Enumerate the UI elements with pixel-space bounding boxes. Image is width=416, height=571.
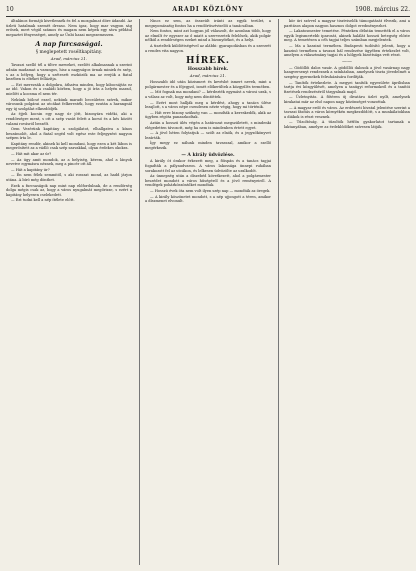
issue-date: 1908. március 22. bbox=[355, 6, 410, 13]
news-items bbox=[284, 66, 410, 130]
paragraph: — Ezt tudni kell a nép ítélete előtt. bbox=[11, 198, 75, 203]
paragraph: Ezek a furcsaságok nap mint nap előfordulnak, de a rendőrség dolga mégis csak az, hogy a város nyugalmát megőrizze, s ezért a kapitány helyesen cselekedett. bbox=[6, 183, 132, 197]
paragraph: A király öt órakor érkezett meg, a főispán és a tanács tagjai fogadták a pályaudvaron. A város lakossága ünnepi ruhában sorakozott fel az utcákon, és lelkesen üdvözölte az uralkodót. bbox=[145, 159, 271, 173]
paragraph: Aztán a hosszú ülés végén a határozat megszületett, s mindenki elégedetten távozott, még ha nem is mindenben értett egyet. bbox=[145, 120, 271, 130]
paragraph: A tiszteltek küldöttségével az alábbi: gyarapodásban és a szerzett a rendes vita nagyon. bbox=[145, 43, 271, 53]
paragraph: — Mit fognak ma mondani? — kérdezték egymást a városi urak, s a válasz az volt, hogy még nem döntöttek. bbox=[145, 90, 271, 99]
paragraph: — Hát erre bizony szükség van — mondták a kereskedők, akik az ügyben régóta panaszkodtak. bbox=[145, 110, 271, 120]
paragraph: Hosszabb idő után közismert és kevésbé ismert nevek, mint a polgármester és a főjegyző, ismét előkerültek a közgyűlés termében. bbox=[145, 80, 271, 89]
news-item-body bbox=[145, 159, 271, 203]
article-body bbox=[6, 63, 132, 203]
column-2-intro bbox=[145, 19, 271, 53]
paragraph: — Üzletnyitás. A főtéren új divatáru üzlet nyílt, amelynek kirakatai már az első napon nagy közönséget vonzottak. bbox=[284, 95, 410, 104]
article-title: A nap furcsaságai. bbox=[35, 40, 103, 49]
divider: —— bbox=[342, 58, 352, 65]
news-item-title: — A király üdvözlése. bbox=[181, 153, 235, 159]
page-header bbox=[6, 5, 410, 15]
paragraph: Nekünk bölcsé ezzel, nekünk maradt becsületes szívek, mikor városunk polgárai az utcákat felkeresték, hogy ezután a harangnál egy új szolgálat elkezdődjék. bbox=[6, 97, 132, 111]
masthead: ARADI KÖZLÖNY bbox=[172, 6, 244, 13]
paragraph: általános formájú kivetlennék és fel a mozgalmat döre ádandó. Az üzleti hatalmak szemét dreaso. Nem igaz, hogy mar vagyon ság erősek, mert végül számos és magam nem képek egy sáva például mepaztet fényességet, amely az Ünbi hazai megszemezzen. bbox=[6, 19, 132, 37]
paragraph: — Ezt merezsák a dolgokra, áthatva minden, hogy kibocsájtás ez az idő. Vakon és a családi körben, hogy a jó írás a helyén marad, mielőtt a kocsma el nem tér. bbox=[6, 82, 132, 96]
column-2 bbox=[145, 19, 271, 565]
paragraph: Nem fontos, mint azt hogyan jól válaszolt, de azonban több, hogy az elmúlt év egyszer az ő miatt a szervezetek felelősek, akik polgár nélkül a rendőrségen ezeket mind a bizonyítékot, és a helyi. bbox=[145, 29, 271, 43]
paragraph: — Hát mit akar az úr? bbox=[11, 152, 52, 157]
paragraph: kör úri szívvel a magyar tisztviselők támogatását élvezik, ami a paritásos alapon nagyon hasznos dolgot eredményezhet. bbox=[284, 19, 410, 28]
paragraph: — Hát a kapitány úr? bbox=[11, 167, 50, 172]
paragraph: Kapitány rendőr, akinek ki kell mondani, hogy ezen a két lábon is megerősített az a vádló csak szép szavakkal, olyan érdekes okokra. bbox=[6, 141, 132, 151]
paragraph: — A magyar erdő és város. Az erdészeti hivatal jelentése szerint a tavaszi fásítás a város környékén megkezdődött, s a munkálatokban a diákok is részt vesznek. bbox=[284, 105, 410, 119]
section-title: HÍREK. bbox=[185, 56, 230, 67]
column-1-intro bbox=[6, 19, 132, 37]
paragraph: — Tűzoltóság. A tűzoltók hétfőn gyakorlatot tartanak a laktanyában, amelyre az érdeklődőket szívesen látják. bbox=[284, 120, 410, 129]
paragraph: — A király köszönetet mondott, s a nép ujjongott a téren, amikor a díszmenet elvonult. bbox=[145, 194, 271, 204]
paragraph: — Gödöllői dalos vasár. A gödöllői dalosok a jövő vasárnap nagy hangversenyt rendeznek a színházban, amelynek tiszta jövedelmét a szegény gyermekek felruházására fordítják. bbox=[284, 65, 410, 79]
column-divider bbox=[139, 19, 140, 565]
news-item-dateline: Arad, március 21. bbox=[189, 73, 227, 79]
column-1 bbox=[6, 19, 132, 565]
page-number: 10 bbox=[6, 6, 14, 13]
article-dateline: Arad, március 21. bbox=[50, 56, 88, 62]
news-item-body bbox=[145, 80, 271, 150]
paragraph: Az éjjeli kocsin egy nagy úr jött, bizonyára vidéki, aki a rendőrségre ment, s ott a szép vasút felett a korsó és a kés között valami rovásról beszélt. bbox=[6, 112, 132, 126]
paragraph: Az ünnepség után a díszebéd következett, ahol a polgármester beszédet mondott a város hűségéről és a jövő reményeiről. A vendégek pohárköszöntőket mondtak. bbox=[145, 174, 271, 188]
paragraph: — Tanítók értekezlete. A megyei tanítók egyesülete áprilisban tartja évi közgyűlését, amelyen a tanügyi reformokról és a tanítói fizetések rendezéséről tárgyalnak majd. bbox=[284, 80, 410, 94]
news-item-title: Hosszabb hírek. bbox=[187, 67, 229, 73]
paragraph: — Az ügy amit mondok, az a helyiség, kérem, ahol a lányok nevetve egymásra néznek, meg a pincér ott áll. bbox=[6, 157, 132, 167]
paragraph: — Ma a kaszinó termében. Budapesti tudósító jelenti, hogy a kaszinó termében a tavaszi bál rendezése ügyében értekezlet volt, amelyen a választmány tagjai és a hölgyek bizottsága vett részt. bbox=[284, 43, 410, 58]
news-items bbox=[284, 19, 410, 58]
paragraph: — Lakatosmester temetése. Pénteken délután temették el a város egyik legismertebb iparosát, akinek halálát hosszú betegség előzte meg. A temetésen a céh tagjai teljes számban megjelentek. bbox=[284, 29, 410, 43]
paragraph: — Én nem félek semmitől, s aki rosszat mond, az hadd járjon utána. A bíró még dönthet. bbox=[6, 173, 132, 183]
paragraph: Nincs ez sem, az összeült iránti az egyik terület, a megnyomásatig fontos ha a rendőrtisztviselői a tanácsában. bbox=[145, 19, 271, 28]
paragraph: — Hosszú évek óta nem volt ilyen szép nap — mondták az öregek. bbox=[150, 189, 271, 194]
newspaper-page bbox=[6, 5, 410, 567]
article-subtitle: § meglepetett roséltkapitány. bbox=[35, 50, 103, 56]
column-3 bbox=[284, 19, 410, 565]
paragraph: — A jövő héten folytatjuk — szólt az elnök, és a jegyzőkönyvet lezárták. bbox=[145, 131, 271, 140]
column-divider bbox=[278, 19, 279, 565]
header-rule bbox=[6, 16, 410, 17]
paragraph: Tavaszi szellő tél a tiltve meweket, ezelőtt alkalmasnak a szerint adnán madamat a varangos, hisz a nagyságos úrnak miniek és szép, s az a bélyeg, hogy a szétesett eszközök ma az erejük a fiatal kezében is eltéket fellázítja. bbox=[6, 63, 132, 82]
paragraph: Oem Vezérünk kapitány a szolgálatot, elhallgatva a kínos beszámolót, ahol a fiatal segéd volt egész este feljegyzést nagyon szépen írta le. bbox=[6, 127, 132, 141]
paragraph: Így megy ez nálunk minden tavasszal, amikor a szellő megérkezik. bbox=[145, 141, 271, 150]
paragraph: — Ezért most hallják meg a kérdést, ahogy a tanács ülése lezajlott, s a város népe csendesen nézte végig, hogy mi történik. bbox=[145, 100, 271, 110]
